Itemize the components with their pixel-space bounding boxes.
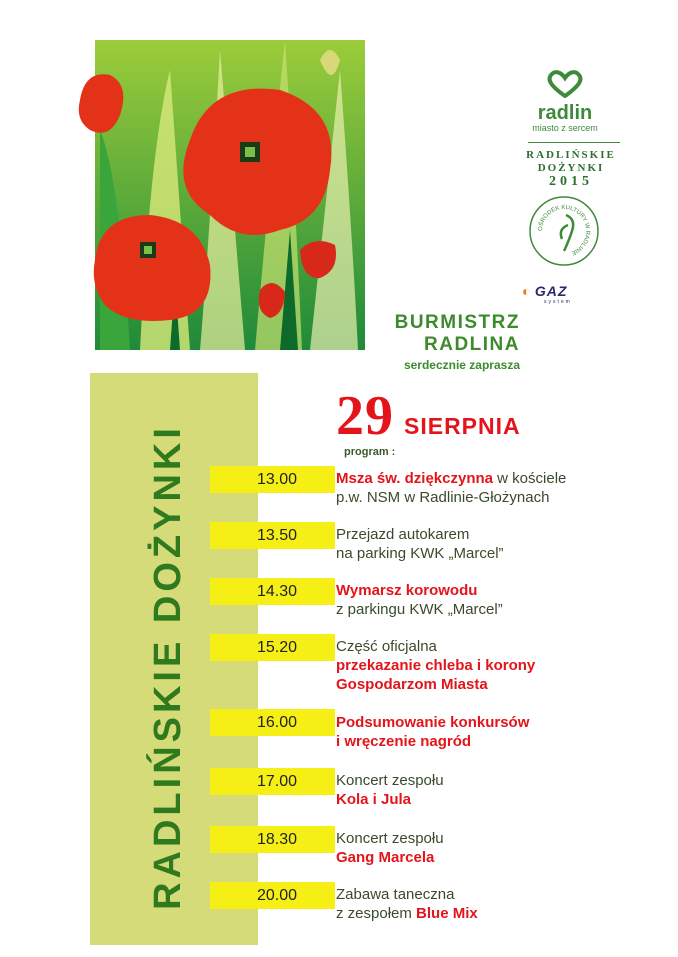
schedule-item [336, 637, 535, 694]
item-highlight: przekazanie chleba i korony [336, 657, 536, 674]
item-text: Koncert zespołu [336, 772, 444, 789]
cultural-center-seal [528, 195, 600, 267]
gaz-sub: system [544, 299, 572, 305]
item-text: Część oficjalna [336, 638, 437, 655]
schedule-item [336, 525, 504, 563]
time-badge: 13.50 [210, 522, 335, 549]
sidebar-title: RADLIŃSKIE DOŻYNKI [147, 424, 189, 910]
item-highlight: Kola i Jula [336, 791, 412, 808]
schedule-item [336, 581, 503, 619]
item-highlight: Wymarsz korowodu [336, 582, 478, 599]
time-badge: 18.30 [210, 826, 335, 853]
event-logo-line1: RADLIŃSKIE [526, 149, 616, 161]
item-highlight: Gospodarzom Miasta [336, 676, 488, 693]
date-day: 29 [336, 385, 394, 447]
gaz-swirl-icon: ◐ [522, 283, 531, 299]
schedule-item [336, 885, 478, 923]
time-badge: 15.20 [210, 634, 335, 661]
schedule-item [336, 771, 444, 809]
logo-wordmark: radlin [537, 102, 593, 124]
item-highlight: Msza św. dziękczynna [336, 470, 494, 487]
date-month: SIERPNIA [404, 413, 521, 439]
item-text: Przejazd autokarem [336, 526, 470, 543]
logo-tagline: miasto z sercem [532, 123, 598, 133]
event-logo-year: 2015 [549, 174, 593, 189]
divider [528, 142, 620, 143]
host-block [340, 312, 520, 372]
program-label: program : [344, 446, 396, 458]
schedule-item [336, 713, 529, 751]
item-text: Zabawa taneczna [336, 886, 455, 903]
item-text: z parkingu KWK „Marcel” [336, 601, 503, 618]
event-logo [525, 149, 617, 188]
item-highlight: i wręczenie nagród [336, 733, 472, 750]
time-badge: 13.00 [210, 466, 335, 493]
item-highlight: Gang Marcela [336, 849, 435, 866]
item-text: Koncert zespołu [336, 830, 444, 847]
event-logo-line2: DOŻYNKI [537, 162, 605, 174]
event-date [336, 385, 521, 447]
item-text: p.w. NSM w Radlinie-Głożynach [336, 489, 550, 506]
seal-text: OŚRODEK KULTURY W RADLINIE [537, 204, 591, 256]
host-line1: BURMISTRZ [394, 312, 520, 333]
time-badge: 20.00 [210, 882, 335, 909]
host-line2: RADLINA [424, 334, 520, 355]
schedule-item [336, 829, 444, 867]
radlin-logo [515, 70, 615, 133]
host-line3: serdecznie zaprasza [403, 358, 520, 372]
svg-text:OŚRODEK KULTURY W RADLINIE [537, 205, 590, 256]
item-highlight: Blue Mix [416, 905, 478, 922]
schedule-item [336, 469, 566, 507]
item-text: z zespołem [336, 905, 417, 922]
gaz-name: GAZ [534, 283, 568, 299]
time-badge: 14.30 [210, 578, 335, 605]
time-badge: 16.00 [210, 709, 335, 736]
time-badge: 17.00 [210, 768, 335, 795]
item-highlight: Podsumowanie konkursów [336, 714, 530, 731]
item-text: w kościele [493, 470, 567, 487]
heart-icon [547, 70, 583, 98]
poppy-artwork [40, 30, 370, 370]
gaz-system-logo [522, 283, 572, 305]
item-text: na parking KWK „Marcel” [336, 545, 504, 562]
